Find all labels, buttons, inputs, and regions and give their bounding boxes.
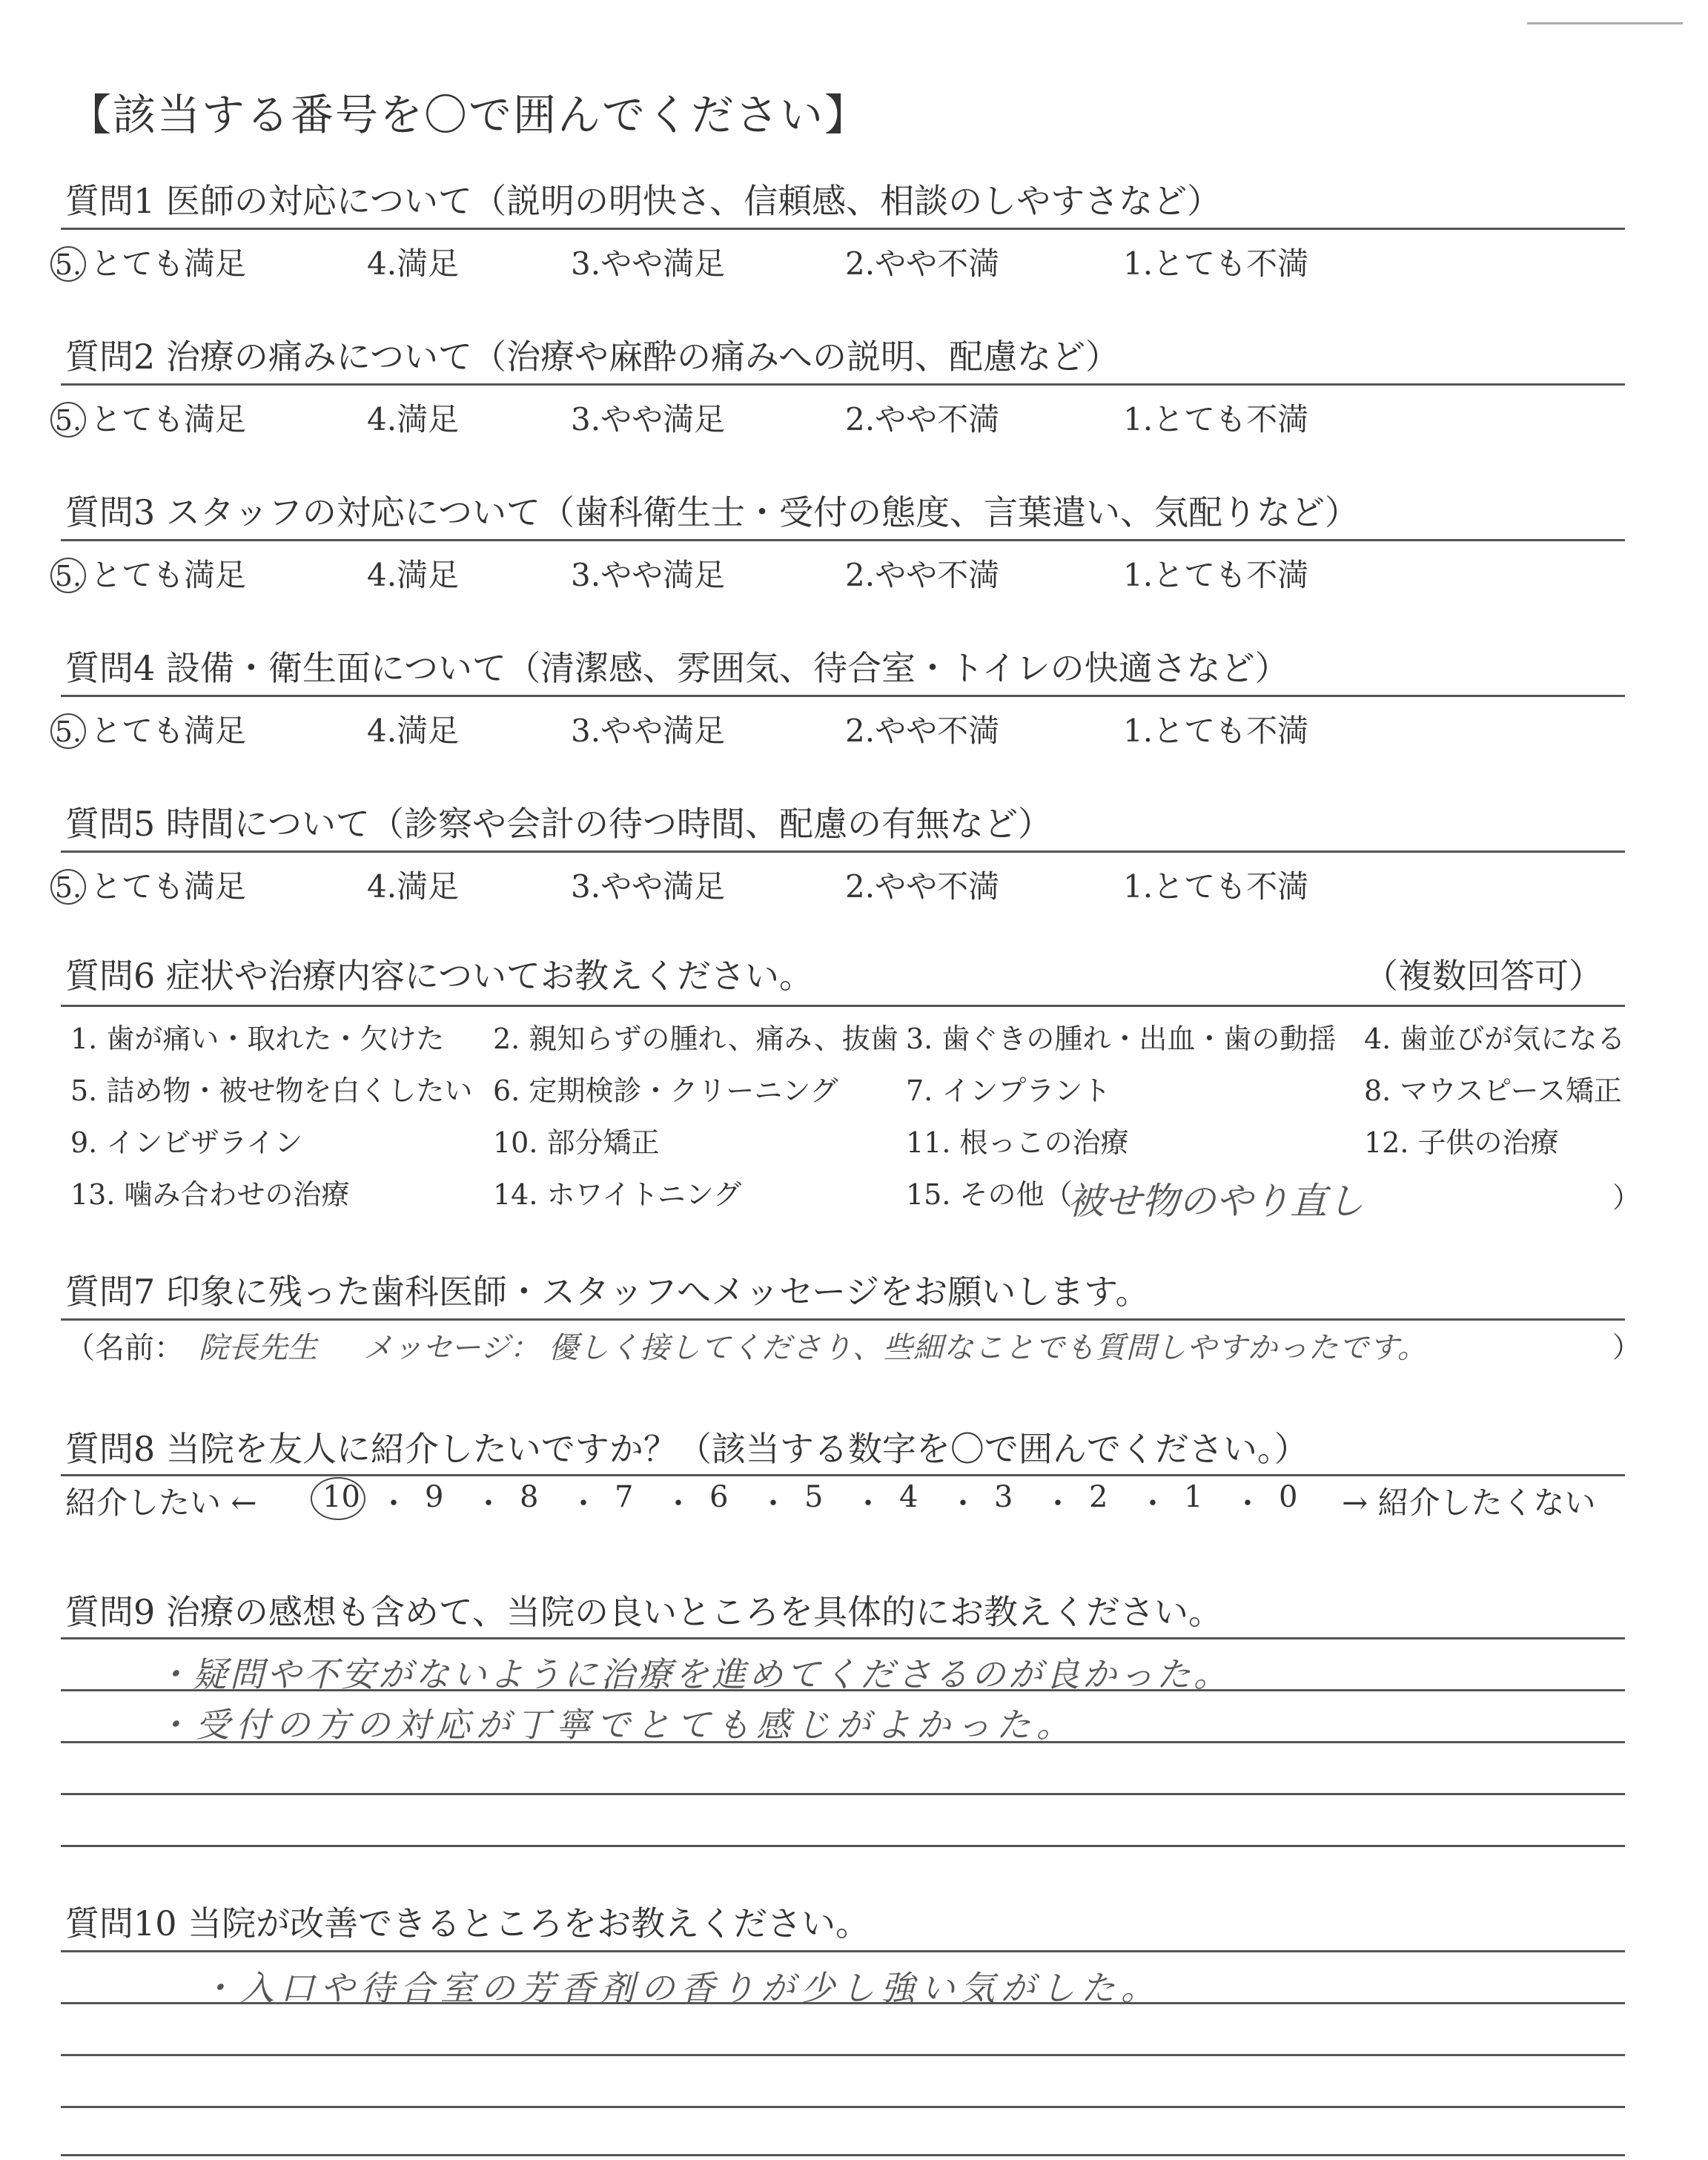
selected-circle: 5. (50, 713, 86, 749)
q8-separator-dot: ・ (853, 1487, 883, 1521)
rating-option[interactable]: 2.やや不満 (845, 557, 1000, 593)
q9-rule-4 (61, 1793, 1625, 1795)
rating-question-label: 質問3 スタッフの対応について（歯科衛生士・受付の態度、言葉遣い、気配りなど） (65, 492, 1359, 532)
rating-question-rule (61, 383, 1625, 386)
rating-option[interactable]: 3.やや満足 (571, 713, 726, 749)
q6-other-close: ） (1612, 1181, 1641, 1214)
rating-option-selected[interactable] (50, 240, 246, 284)
rating-option-selected[interactable] (50, 551, 246, 595)
q9-answer-1: ・疑問や不安がないように治療を進めてくださるのが良かった。 (156, 1654, 1231, 1694)
rating-question-label: 質問5 時間について（診察や会計の待つ時間、配慮の有無など） (65, 804, 1052, 844)
rating-option[interactable]: 4.満足 (367, 245, 460, 282)
q6-option[interactable]: 5. 詰め物・被せ物を白くしたい (70, 1074, 473, 1107)
q8-scale-number[interactable]: 1 (1184, 1480, 1203, 1514)
q6-option[interactable]: 4. 歯並びが気になる (1364, 1023, 1626, 1055)
q8-scale-number[interactable]: 5 (804, 1480, 824, 1514)
selected-circle: 5. (50, 402, 86, 437)
q7-rule (61, 1318, 1625, 1321)
q6-option[interactable]: 11. 根っこの治療 (906, 1126, 1129, 1159)
rating-option[interactable]: 1.とても不満 (1123, 713, 1309, 749)
q7-message-prefix: メッセージ： (363, 1331, 540, 1365)
q9-answer-2: ・受付の方の対応が丁寧でとても感じがよかった。 (156, 1705, 1076, 1745)
q9-rule-1 (61, 1637, 1625, 1639)
q8-rule (61, 1474, 1625, 1476)
q6-option[interactable]: 1. 歯が痛い・取れた・欠けた (70, 1023, 445, 1055)
rating-question-label: 質問1 医師の対応について（説明の明快さ、信頼感、相談のしやすさなど） (65, 181, 1222, 221)
rating-question-rule (61, 228, 1625, 230)
q8-scale-number[interactable]: 6 (709, 1480, 729, 1514)
selected-circle: 5. (50, 869, 86, 905)
q8-separator-dot: ・ (379, 1487, 408, 1521)
q8-scale-number[interactable]: 9 (425, 1480, 444, 1514)
rating-option[interactable]: 3.やや満足 (571, 868, 726, 905)
rating-option[interactable]: 4.満足 (367, 557, 460, 593)
rating-option[interactable]: 3.やや満足 (571, 401, 726, 437)
q8-scale-number[interactable]: 2 (1089, 1480, 1108, 1514)
q8-separator-dot: ・ (474, 1487, 503, 1521)
rating-option-text: とても満足 (90, 401, 247, 437)
q6-option[interactable]: 8. マウスピース矯正 (1364, 1074, 1622, 1107)
q6-option[interactable]: 14. ホワイトニング (493, 1178, 742, 1211)
rating-question-rule (61, 695, 1625, 697)
q10-rule-5 (61, 2154, 1625, 2156)
q8-scale-number[interactable]: 4 (899, 1480, 918, 1514)
q8-scale-number[interactable]: 3 (994, 1480, 1013, 1514)
selected-circle: 5. (50, 246, 86, 282)
q6-option[interactable]: 6. 定期検診・クリーニング (493, 1074, 838, 1107)
q7-label: 質問7 印象に残った歯科医師・スタッフへメッセージをお願いします。 (65, 1272, 1150, 1312)
q8-label: 質問8 当院を友人に紹介したいですか？（該当する数字を〇で囲んでください。） (65, 1429, 1308, 1469)
q9-rule-5 (61, 1845, 1625, 1847)
rating-option-text: とても満足 (90, 868, 247, 905)
q8-separator-dot: ・ (948, 1487, 978, 1521)
q6-note: （複数回答可） (1364, 956, 1603, 996)
q8-separator-dot: ・ (569, 1487, 598, 1521)
rating-option[interactable]: 4.満足 (367, 713, 460, 749)
q7-message-answer: 優しく接してくださり、些細なことでも質問しやすかったです。 (549, 1331, 1428, 1365)
rating-option[interactable]: 1.とても不満 (1123, 401, 1309, 437)
q6-label: 質問6 症状や治療内容についてお教えください。 (65, 956, 813, 996)
rating-option[interactable]: 1.とても不満 (1123, 245, 1309, 282)
q6-option[interactable]: 10. 部分矯正 (493, 1126, 660, 1159)
q7-name-answer: 院長先生 (199, 1331, 317, 1365)
q7-name-prefix: （名前： (65, 1331, 184, 1365)
rating-option[interactable]: 3.やや満足 (571, 557, 726, 593)
rating-option-text: とても満足 (90, 713, 247, 749)
rating-question-label: 質問4 設備・衛生面について（清潔感、雰囲気、待合室・トイレの快適さなど） (65, 648, 1289, 688)
rating-option[interactable]: 4.満足 (367, 401, 460, 437)
rating-option[interactable]: 1.とても不満 (1123, 557, 1309, 593)
q9-label: 質問9 治療の感想も含めて、当院の良いところを具体的にお教えください。 (65, 1592, 1222, 1632)
q10-rule-1 (61, 1950, 1625, 1952)
q8-separator-dot: ・ (1233, 1487, 1262, 1521)
rating-option[interactable]: 2.やや不満 (845, 401, 1000, 437)
q8-separator-dot: ・ (758, 1487, 788, 1521)
q6-option[interactable]: 3. 歯ぐきの腫れ・出血・歯の動揺 (906, 1023, 1337, 1055)
q6-option[interactable]: 7. インプラント (906, 1074, 1111, 1107)
q8-separator-dot: ・ (1043, 1487, 1073, 1521)
rating-question-rule (61, 539, 1625, 541)
q10-rule-4 (61, 2106, 1625, 2108)
rating-option[interactable]: 2.やや不満 (845, 713, 1000, 749)
scan-edge-line (1527, 22, 1683, 24)
q8-right-label: → 紹介したくない (1342, 1484, 1596, 1521)
selected-circle: 5. (50, 558, 86, 593)
q10-rule-3 (61, 2054, 1625, 2056)
rating-option-selected[interactable] (50, 395, 246, 440)
q8-selected-circle (311, 1477, 365, 1520)
q10-label: 質問10 当院が改善できるところをお教えください。 (65, 1903, 870, 1943)
rating-option[interactable]: 2.やや不満 (845, 245, 1000, 282)
rating-option[interactable]: 1.とても不満 (1123, 868, 1309, 905)
q8-left-label: 紹介したい ← (65, 1484, 257, 1521)
rating-question-label: 質問2 治療の痛みについて（治療や麻酔の痛みへの説明、配慮など） (65, 337, 1120, 377)
q6-other-answer: 被せ物のやり直し (1068, 1180, 1364, 1223)
q6-option[interactable]: 15. その他（ (906, 1178, 1073, 1211)
q8-scale-number[interactable]: 7 (615, 1480, 634, 1514)
q6-option[interactable]: 13. 噛み合わせの治療 (70, 1178, 350, 1211)
q8-separator-dot: ・ (1138, 1487, 1168, 1521)
q6-option[interactable]: 2. 親知らずの腫れ、痛み、抜歯 (493, 1023, 898, 1055)
rating-option-selected[interactable] (50, 707, 246, 751)
rating-option-text: とても満足 (90, 245, 247, 282)
rating-option[interactable]: 4.満足 (367, 868, 460, 905)
q7-close: ） (1612, 1331, 1641, 1364)
q6-option[interactable]: 9. インビザライン (70, 1126, 303, 1159)
q6-option[interactable]: 12. 子供の治療 (1364, 1126, 1559, 1159)
rating-option[interactable]: 3.やや満足 (571, 245, 726, 282)
rating-option-text: とても満足 (90, 557, 247, 593)
q8-scale-number[interactable]: 0 (1279, 1480, 1298, 1514)
q8-scale-number[interactable]: 8 (520, 1480, 539, 1514)
q10-answer-1: ・入口や待合室の芳香剤の香りが少し強い気がした。 (200, 1968, 1161, 2008)
form-title: 【該当する番号を〇で囲んでください】 (68, 90, 870, 140)
q8-separator-dot: ・ (663, 1487, 693, 1521)
rating-option[interactable]: 2.やや不満 (845, 868, 1000, 905)
q6-rule (61, 1005, 1625, 1007)
rating-option-selected[interactable] (50, 862, 246, 907)
q8-scale-number[interactable]: 10 (322, 1480, 360, 1514)
rating-question-rule (61, 851, 1625, 853)
